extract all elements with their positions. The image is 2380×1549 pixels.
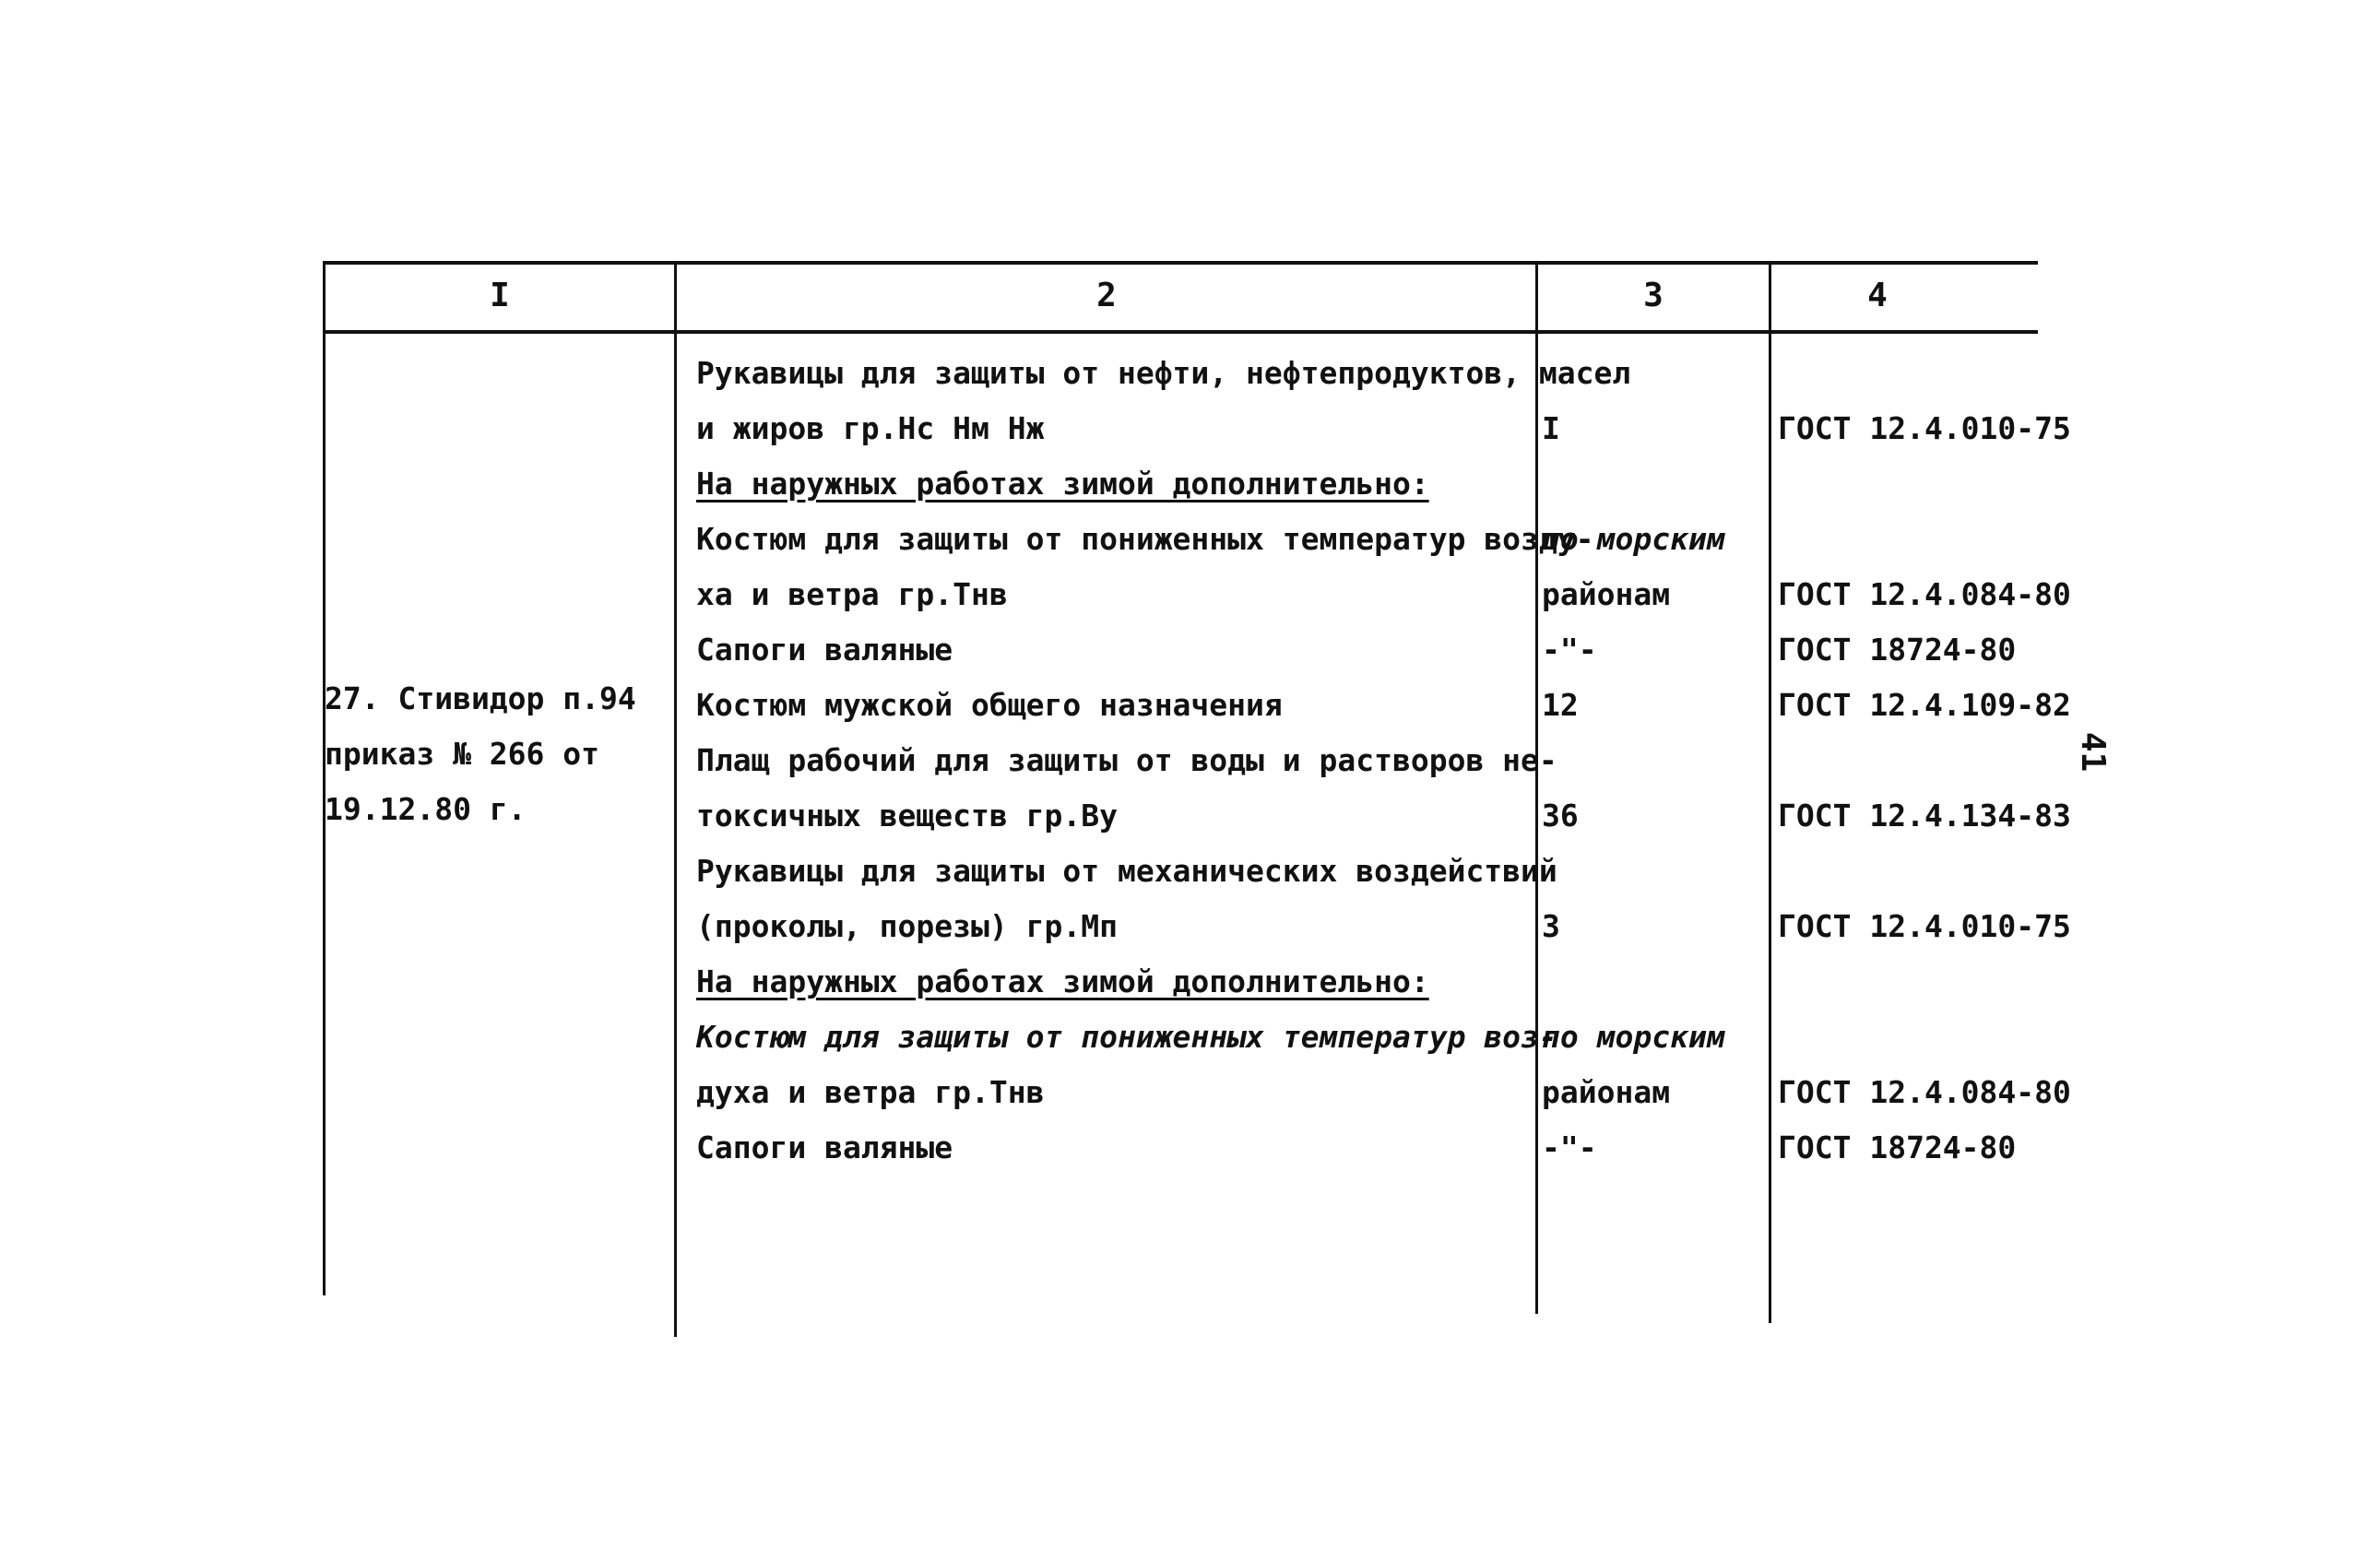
column-divider-1-2 <box>674 263 677 1337</box>
row-4-qty: по морским <box>1542 521 1725 557</box>
row-11-standard: ГОСТ 12.4.010-75 <box>1778 908 2071 944</box>
column-divider-3-4 <box>1769 263 1771 1323</box>
row-9-item: токсичных веществ гр.Ву <box>696 798 1118 834</box>
row-6-item: Сапоги валяные <box>696 632 953 668</box>
row-5-standard: ГОСТ 12.4.084-80 <box>1778 576 2071 612</box>
header-col-2: 2 <box>1096 277 1117 314</box>
column-divider-2-3 <box>1535 263 1538 1314</box>
entry-title-line-2: приказ № 266 от <box>325 736 600 772</box>
row-5-qty: районам <box>1542 576 1671 612</box>
table-top-rule <box>323 261 2038 265</box>
row-5-item: ха и ветра гр.Тнв <box>696 576 1008 612</box>
row-14-item: духа и ветра гр.Тнв <box>696 1074 1045 1110</box>
row-7-standard: ГОСТ 12.4.109-82 <box>1778 687 2071 723</box>
row-14-standard: ГОСТ 12.4.084-80 <box>1778 1074 2071 1110</box>
row-7-qty: 12 <box>1542 687 1579 723</box>
row-2-standard: ГОСТ 12.4.010-75 <box>1778 410 2071 446</box>
page-number: 41 <box>2074 731 2113 773</box>
row-15-qty: -"- <box>1542 1129 1597 1165</box>
row-6-standard: ГОСТ 18724-80 <box>1778 632 2017 668</box>
header-col-1: I <box>490 277 510 314</box>
row-12-section-heading: На наружных работах зимой дополнительно: <box>696 964 1429 999</box>
row-13-qty: по морским <box>1542 1019 1725 1055</box>
table-header-rule <box>323 330 2038 334</box>
row-15-item: Сапоги валяные <box>696 1129 953 1165</box>
row-2-qty: I <box>1542 410 1560 446</box>
header-col-4: 4 <box>1867 277 1888 314</box>
row-15-standard: ГОСТ 18724-80 <box>1778 1129 2017 1165</box>
row-9-qty: 36 <box>1542 798 1579 834</box>
header-col-3: 3 <box>1643 277 1664 314</box>
entry-title-line-3: 19.12.80 г. <box>325 791 527 827</box>
row-8-item: Плащ рабочий для защиты от воды и растворов не- <box>696 742 1557 778</box>
row-1-item: Рукавицы для защиты от нефти, нефтепродуктов, масел <box>696 355 1631 391</box>
row-6-qty: -"- <box>1542 632 1597 668</box>
entry-title-line-1: 27. Стивидор п.94 <box>325 680 636 716</box>
row-4-item: Костюм для защиты от пониженных температур возду- <box>696 521 1594 557</box>
row-10-item: Рукавицы для защиты от механических воздействий <box>696 853 1557 889</box>
row-11-item: (проколы, порезы) гр.Мп <box>696 908 1118 944</box>
row-14-qty: районам <box>1542 1074 1671 1110</box>
row-11-qty: 3 <box>1542 908 1560 944</box>
row-3-section-heading: На наружных работах зимой дополнительно: <box>696 466 1429 502</box>
row-9-standard: ГОСТ 12.4.134-83 <box>1778 798 2071 834</box>
row-2-item: и жиров гр.Нс Нм Нж <box>696 410 1045 446</box>
row-7-item: Костюм мужской общего назначения <box>696 687 1283 723</box>
table-left-border <box>323 263 326 1295</box>
row-13-item: Костюм для защиты от пониженных температур воз- <box>696 1019 1557 1055</box>
